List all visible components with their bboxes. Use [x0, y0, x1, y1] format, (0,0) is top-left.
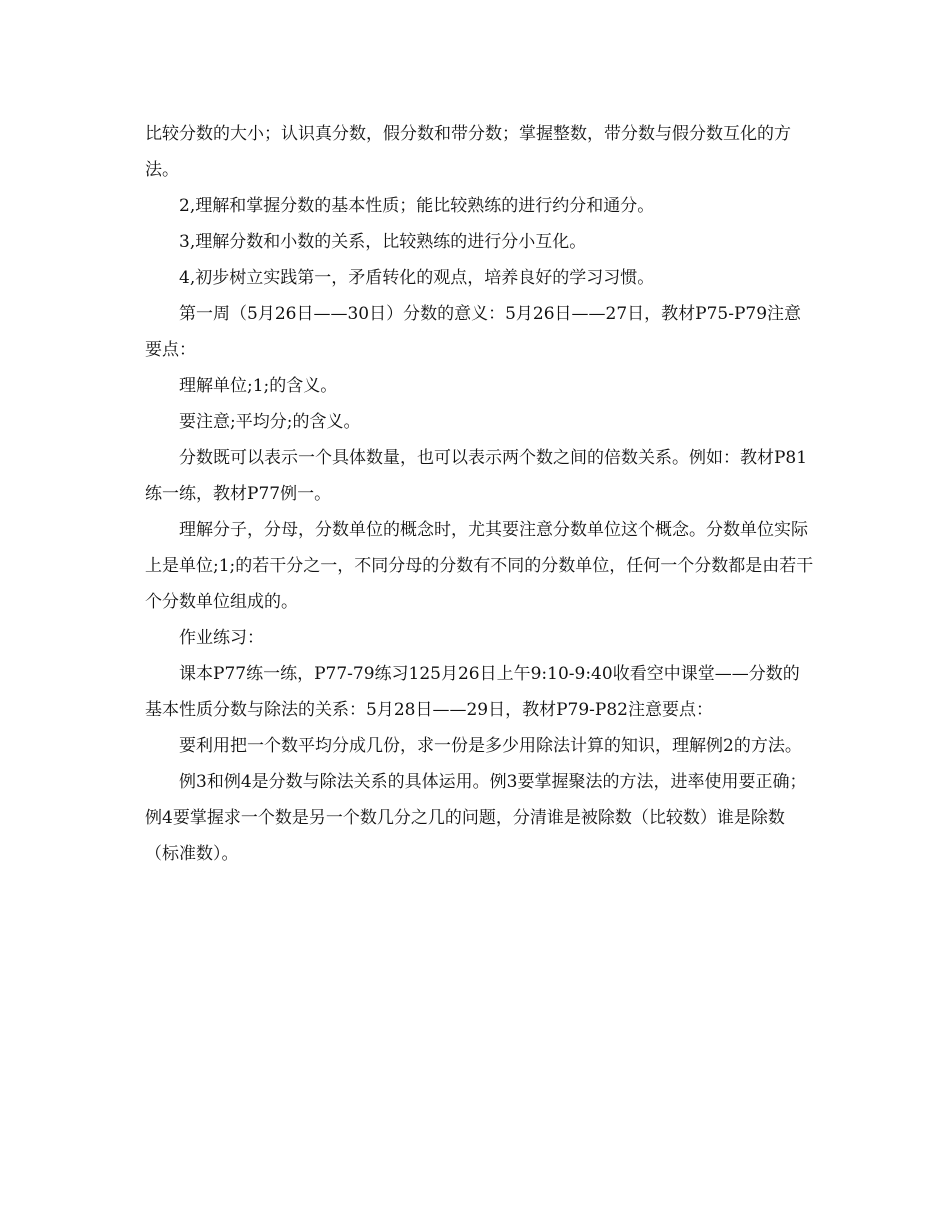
paragraph-average-division: 要注意;平均分;的含义。: [179, 412, 361, 432]
paragraph-week-one: 第一周（5月26日——30日）分数的意义：5月26日——27日，教材P75-P79注意要点：: [145, 304, 802, 360]
paragraph-example-2: 要利用把一个数平均分成几份，求一份是多少用除法计算的知识，理解例2的方法。: [179, 736, 802, 756]
paragraph-fraction-unit: 理解分子，分母，分数单位的概念时，尤其要注意分数单位这个概念。分数单位实际上是单位;1;的若干分之一，不同分母的分数有不同的分数单位，任何一个分数都是由若干个分数单位组成的。: [145, 520, 814, 612]
paragraph-goal-3: 3,理解分数和小数的关系，比较熟练的进行分小互化。: [179, 232, 587, 252]
paragraph-examples-3-4: 例3和例4是分数与除法关系的具体运用。例3要掌握聚法的方法，进率使用要正确；例4要掌握求一个数是另一个数几分之几的问题，分清谁是被除数（比较数）谁是除数（标准数）。: [145, 772, 807, 864]
paragraph-fraction-meaning: 分数既可以表示一个具体数量，也可以表示两个数之间的倍数关系。例如：教材P81练一练，教材P77例一。: [145, 448, 808, 504]
paragraph-homework-detail: 课本P77练一练，P77-79练习125月26日上午9:10-9:40收看空中课堂——分数的基本性质分数与除法的关系：5月28日——29日，教材P79-P82注意要点：: [145, 664, 800, 720]
paragraph-goal-2: 2,理解和掌握分数的基本性质；能比较熟练的进行约分和通分。: [179, 196, 655, 216]
document-body: [145, 116, 815, 872]
paragraph-goal-4: 4,初步树立实践第一，矛盾转化的观点，培养良好的学习习惯。: [179, 268, 655, 288]
paragraph-continuation: 比较分数的大小；认识真分数，假分数和带分数；掌握整数，带分数与假分数互化的方法。: [145, 124, 791, 180]
paragraph-unit-meaning: 理解单位;1;的含义。: [179, 376, 338, 396]
paragraph-homework-heading: 作业练习：: [179, 628, 264, 648]
